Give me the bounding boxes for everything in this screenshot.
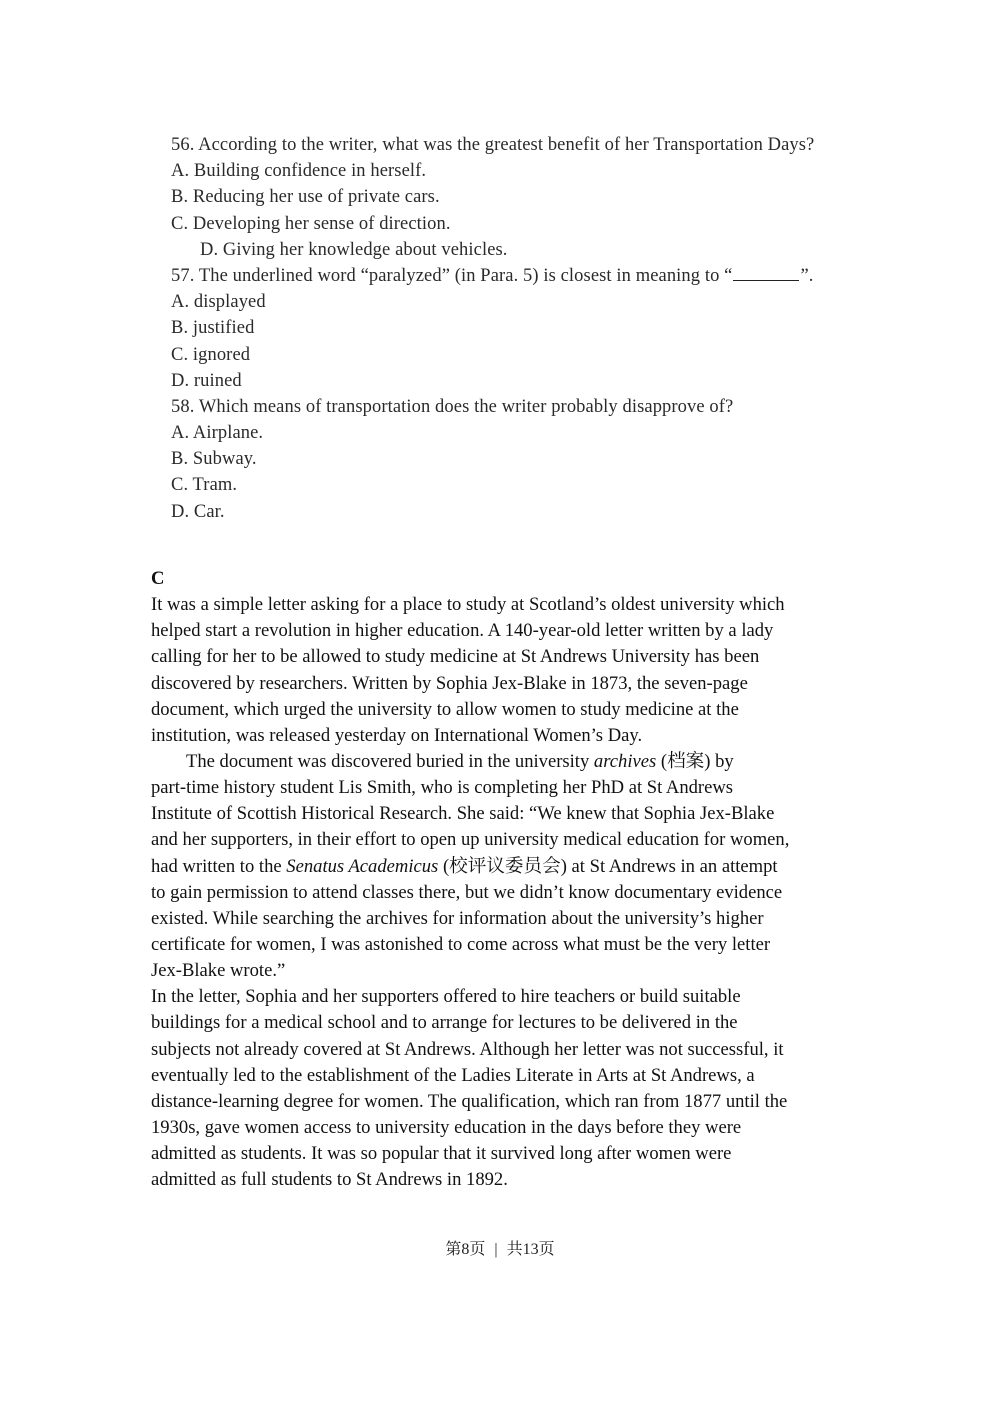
passage-line: Jex-Blake wrote.” (151, 960, 286, 982)
reading-passage (151, 566, 861, 1193)
passage-line: It was a simple letter asking for a place to study at Scotland’s oldest university which (151, 594, 785, 616)
option-57-d: D. ruined (171, 370, 242, 391)
passage-line: admitted as students. It was so popular that it survived long after women were (151, 1143, 732, 1165)
passage-text: had written to the (151, 855, 287, 877)
passage-line: eventually led to the establishment of the Ladies Literate in Arts at St Andrews, a (151, 1064, 755, 1086)
passage-line: 1930s, gave women access to university education in the days before they were (151, 1116, 742, 1138)
passage-text: (校评议委员会) at St Andrews in an attempt (438, 855, 778, 877)
option-56-a: A. Building confidence in herself. (171, 161, 427, 182)
passage-line: Institute of Scottish Historical Research. She said: “We knew that Sophia Jex-Blake (151, 803, 775, 825)
passage-text: The document was discovered buried in the university (186, 750, 594, 772)
question-56-stem: 56. According to the writer, what was the greatest benefit of her Transportation Days? (171, 135, 815, 155)
passage-line: distance-learning degree for women. The qualification, which ran from 1877 until the (151, 1090, 788, 1112)
passage-line: helped start a revolution in higher education. A 140-year-old letter written by a lady (151, 620, 774, 642)
option-57-c: C. ignored (171, 344, 251, 365)
option-58-d: D. Car. (171, 501, 225, 522)
footer-separator: | (494, 1241, 498, 1258)
question-57-stem-after: ”. (800, 265, 814, 286)
passage-line: subjects not already covered at St Andrews. Although her letter was not successful, it (151, 1038, 784, 1060)
option-58-b: B. Subway. (171, 449, 257, 470)
question-58-stem: 58. Which means of transportation does the writer probably disapprove of? (171, 396, 734, 417)
question-list (171, 132, 931, 525)
option-56-b: B. Reducing her use of private cars. (171, 187, 440, 208)
page-total: 共13页 (506, 1241, 555, 1258)
option-57-a: A. displayed (171, 292, 266, 313)
passage-text: (档案) by (656, 750, 734, 772)
passage-line: buildings for a medical school and to arrange for lectures to be delivered in the (151, 1012, 738, 1034)
passage-line: discovered by researchers. Written by Sophia Jex-Blake in 1873, the seven-page (151, 672, 748, 694)
passage-line: part-time history student Lis Smith, who is completing her PhD at St Andrews (151, 777, 734, 799)
question-57-stem-before: 57. The underlined word “paralyzed” (in Para. 5) is closest in meaning to “ (171, 265, 733, 286)
senatus-term: Senatus Academicus (286, 855, 439, 877)
passage-line: and her supporters, in their effort to open up university medical education for women, (151, 829, 790, 851)
passage-line: certificate for women, I was astonished to come across what must be the very letter (151, 933, 771, 955)
option-58-a: A. Airplane. (171, 423, 264, 444)
answer-blank (733, 264, 799, 281)
passage-heading: C (151, 568, 165, 589)
page-number: 第8页 (445, 1241, 486, 1258)
passage-line (151, 854, 861, 880)
page-footer (0, 1239, 1000, 1261)
option-56-c: C. Developing her sense of direction. (171, 213, 451, 234)
passage-line: In the letter, Sophia and her supporters offered to hire teachers or build suitable (151, 986, 741, 1008)
passage-line: admitted as full students to St Andrews in 1892. (151, 1169, 508, 1191)
option-57-b: B. justified (171, 318, 255, 339)
question-57-stem (171, 263, 931, 289)
passage-line: existed. While searching the archives for information about the university’s higher (151, 907, 764, 929)
passage-line: calling for her to be allowed to study medicine at St Andrews University has been (151, 646, 760, 668)
archives-term: archives (593, 750, 657, 772)
passage-line: document, which urged the university to allow women to study medicine at the (151, 698, 739, 720)
option-58-c: C. Tram. (171, 475, 238, 496)
option-56-d: D. Giving her knowledge about vehicles. (200, 239, 508, 260)
passage-line (151, 749, 861, 775)
passage-line: institution, was released yesterday on International Women’s Day. (151, 724, 643, 746)
passage-line: to gain permission to attend classes there, but we didn’t know documentary evidence (151, 881, 783, 903)
